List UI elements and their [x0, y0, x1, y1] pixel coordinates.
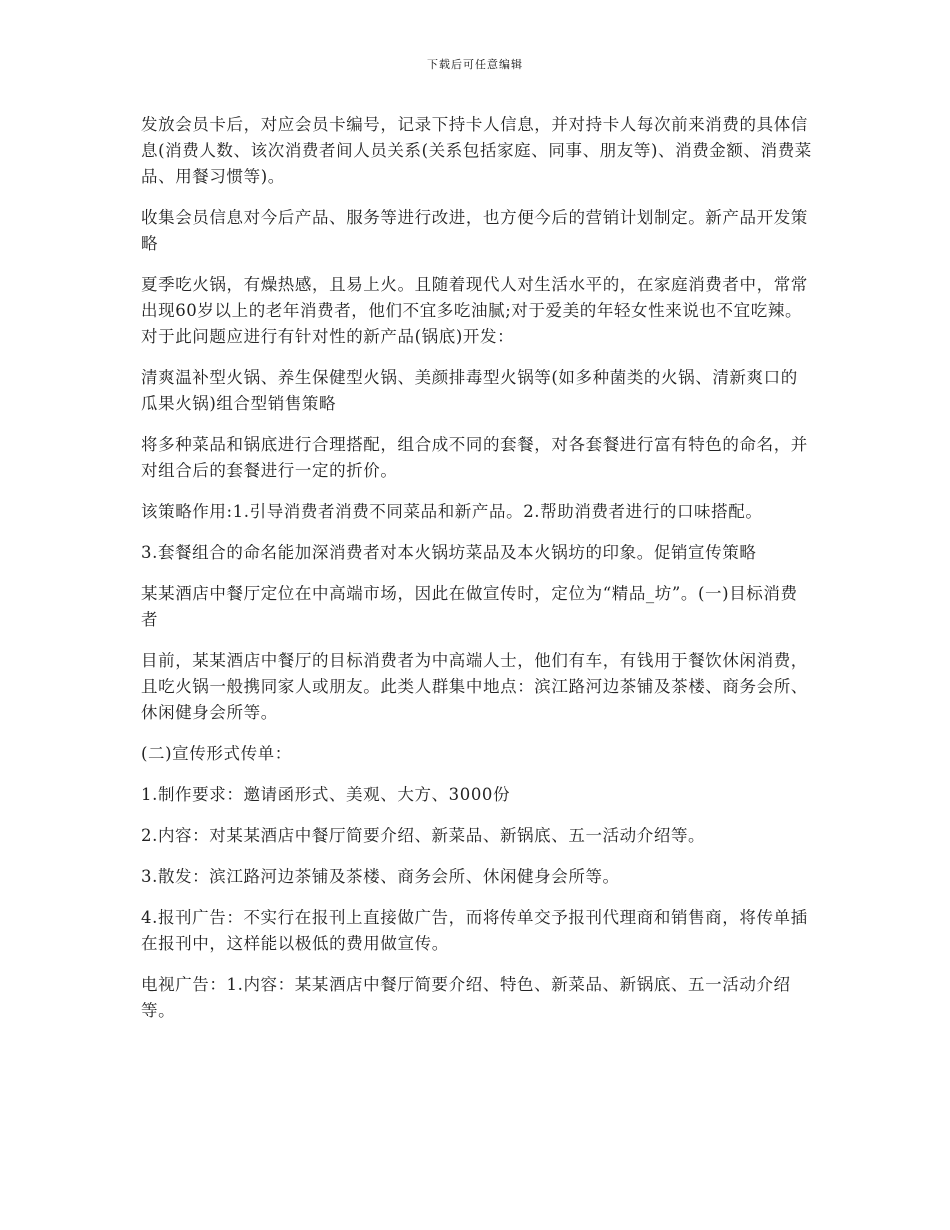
paragraph-promotion-forms: (二)宣传形式传单： [141, 744, 292, 763]
paragraph-combo-naming: 3.套餐组合的命名能加深消费者对本火锅坊菜品及本火锅坊的印象。促销宣传策略 [141, 543, 757, 562]
paragraph-tv-ads: 电视广告：1.内容：某某酒店中餐厅简要介绍、特色、新菜品、新锅底、五一活动介绍等。 [141, 975, 791, 1020]
paragraph-flyer-requirements: 1.制作要求：邀请函形式、美观、大方、3000份 [141, 785, 511, 804]
document-body [141, 112, 813, 1039]
paragraph-flyer-content: 2.内容：对某某酒店中餐厅简要介绍、新菜品、新锅底、五一活动介绍等。 [141, 826, 706, 845]
page-header: 下载后可任意编辑 [427, 58, 523, 71]
paragraph-target-consumers: 目前，某某酒店中餐厅的目标消费者为中高端人士，他们有车，有钱用于餐饮休闲消费，且吃火锅一般携同家人或朋友。此类人群集中地点：滨江路河边茶铺及茶楼、商务会所、休闲健身会所等。 [141, 651, 808, 722]
paragraph-positioning: 某某酒店中餐厅定位在中高端市场，因此在做宣传时，定位为“精品_坊”。(一)目标消费者 [141, 584, 798, 629]
paragraph-flyer-distribution: 3.散发：滨江路河边茶铺及茶楼、商务会所、休闲健身会所等。 [141, 867, 620, 886]
paragraph-combo-packages: 将多种菜品和锅底进行合理搭配，组合成不同的套餐，对各套餐进行富有特色的命名，并对组合后的套餐进行一定的折价。 [141, 435, 808, 480]
paragraph-newspaper-ads: 4.报刊广告：不实行在报刊上直接做广告，而将传单交予报刊代理商和销售商，将传单插在报刊中，这样能以极低的费用做宣传。 [141, 908, 808, 953]
paragraph-strategy-effect: 该策略作用:1.引导消费者消费不同菜品和新产品。2.帮助消费者进行的口味搭配。 [141, 502, 763, 521]
paragraph-member-card-records: 发放会员卡后，对应会员卡编号，记录下持卡人信息，并对持卡人每次前来消费的具体信息(消费人数、该次消费者间人员关系(关系包括家庭、同事、朋友等)、消费金额、消费菜品、用餐习惯等)。 [141, 115, 812, 186]
paragraph-hotpot-types: 清爽温补型火锅、养生保健型火锅、美颜排毒型火锅等(如多种菌类的火锅、清新爽口的瓜果火锅)组合型销售策略 [141, 368, 798, 413]
paragraph-summer-hotpot: 夏季吃火锅，有燥热感，且易上火。且随着现代人对生活水平的，在家庭消费者中，常常出现60岁以上的老年消费者，他们不宜多吃油腻;对于爱美的年轻女性来说也不宜吃辣。对于此问题应进行有针对性的新产品(锅底)开发： [141, 275, 808, 346]
paragraph-member-info-collection: 收集会员信息对今后产品、服务等进行改进，也方便今后的营销计划制定。新产品开发策略 [141, 208, 808, 253]
